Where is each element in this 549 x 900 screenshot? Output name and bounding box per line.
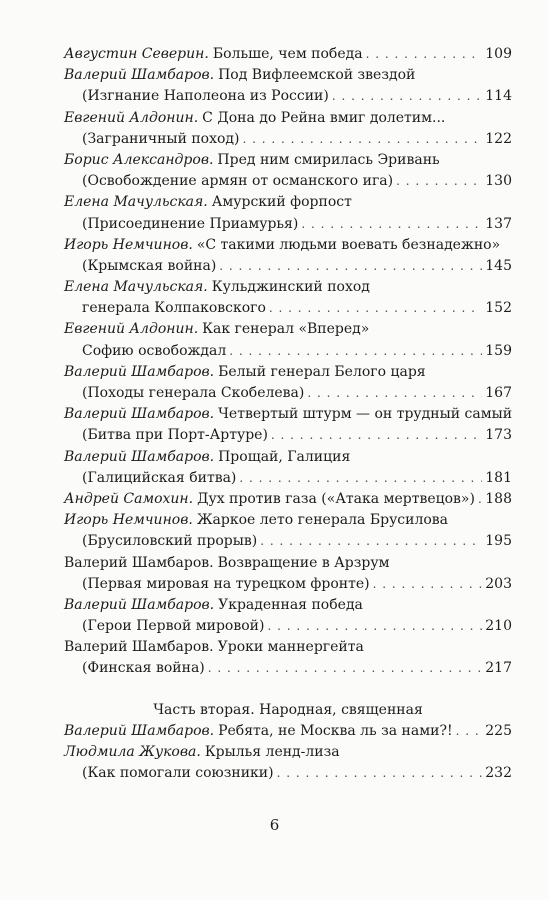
toc-entry-line (64, 637, 512, 658)
toc-entry (64, 319, 512, 361)
toc-entry-subline (64, 425, 512, 446)
toc-entry-line (64, 362, 512, 383)
toc-entry-line (64, 742, 512, 763)
toc-entry-subline (64, 341, 512, 362)
entry-author: Елена Мачульская. (64, 194, 208, 211)
entry-title: Амурский форпост (211, 194, 352, 211)
toc-entry-line (64, 447, 512, 468)
entry-page-number: 173 (485, 427, 512, 444)
entry-title: Четвертый штурм — он трудный самый (218, 406, 513, 423)
toc-entry-subline (64, 531, 512, 552)
toc-entry (64, 192, 512, 234)
entry-author: Валерий Шамбаров. (64, 67, 215, 84)
entry-title: (Брусиловский прорыв) (82, 533, 258, 550)
entry-title: Жаркое лето генерала Брусилова (196, 512, 449, 529)
entry-author: Валерий Шамбаров. (64, 406, 215, 423)
toc-entry-line (64, 65, 512, 86)
entry-author: Валерий Шамбаров. (64, 596, 215, 613)
entry-title: Прощай, Галиция (218, 448, 351, 465)
toc-entry-subline (64, 468, 512, 489)
toc-entry (64, 150, 512, 192)
entry-page-number: 109 (485, 46, 512, 62)
entry-author: Августин Северин. (64, 46, 209, 62)
entry-author: Игорь Немчинов. (64, 512, 193, 529)
entry-author: Валерий Шамбаров. (64, 639, 214, 656)
entry-page-number: 225 (485, 722, 512, 739)
entry-page-number: 137 (485, 215, 512, 232)
entry-author: Борис Александров. (64, 151, 214, 168)
entry-page-number: 145 (485, 257, 512, 274)
entry-title: Крылья ленд-лиза (204, 744, 340, 760)
dot-leader (271, 425, 482, 446)
entry-page-number: 159 (485, 342, 512, 359)
toc-entry-line (64, 510, 512, 531)
entry-title: (Походы генерала Скобелева) (82, 385, 305, 401)
entry-page-number: 181 (485, 469, 512, 486)
entry-title: генерала Колпаковского (82, 300, 266, 317)
toc-entry-subline (64, 574, 512, 595)
entry-title: (Как помогали союзники) (82, 765, 274, 782)
entry-page-number: 130 (485, 173, 512, 190)
toc-entry-line (64, 489, 512, 510)
entry-page-number: 232 (485, 765, 512, 782)
entry-page-number: 203 (485, 575, 512, 592)
entry-author: Игорь Немчинов. (64, 236, 193, 253)
entry-page-number: 167 (485, 385, 512, 401)
entry-page-number: 188 (485, 490, 512, 507)
entry-title: Возвращение в Арзрум (217, 554, 390, 571)
toc-entry-line (64, 150, 512, 171)
dot-leader (277, 763, 483, 784)
entry-title: Дух против газа («Атака мертвецов») (197, 490, 475, 507)
dot-leader (267, 616, 482, 637)
toc-entry (64, 44, 512, 65)
entry-author: Валерий Шамбаров. (64, 448, 215, 465)
dot-leader (301, 214, 482, 235)
entry-author: Евгений Алдонин. (64, 321, 199, 338)
toc-entry-subline (64, 129, 512, 150)
entry-author: Евгений Алдонин. (64, 109, 199, 126)
toc-entry (64, 742, 512, 784)
entry-title: Белый генерал Белого царя (218, 363, 426, 380)
toc-entry-subline (64, 658, 512, 679)
entry-title: Пред ним смирилась Эривань (217, 151, 440, 168)
toc-entry (64, 404, 512, 446)
dot-leader (332, 86, 482, 107)
entry-title: (Изгнание Наполеона из России) (82, 88, 329, 105)
entry-author: Людмила Жукова. (64, 744, 201, 760)
toc-entry-subline (64, 171, 512, 192)
entry-title: Кульджинский поход (211, 279, 370, 296)
entry-author: Елена Мачульская. (64, 279, 208, 296)
dot-leader (243, 129, 483, 150)
toc-entry-line (64, 235, 512, 256)
entry-page-number: 210 (485, 618, 512, 635)
entry-title: (Битва при Порт-Артуре) (82, 427, 268, 444)
entry-author: Валерий Шамбаров. (64, 722, 215, 739)
entry-title: (Галицийская битва) (82, 469, 237, 486)
entry-title: Ребята, не Москва ль за нами?! (218, 722, 453, 739)
toc-entry (64, 65, 512, 107)
page-number: 6 (269, 816, 280, 834)
entry-title: (Присоединение Приамурья) (82, 215, 299, 232)
toc-entry (64, 489, 512, 510)
dot-leader (456, 721, 483, 742)
entry-title: (Первая мировая на турецком фронте) (82, 575, 370, 592)
entry-title: Как генерал «Вперед» (202, 321, 370, 338)
toc-entry-subline (64, 383, 512, 404)
toc-entry (64, 277, 512, 319)
toc-entry (64, 637, 512, 679)
toc-entry-subline (64, 616, 512, 637)
toc-entry-line (64, 319, 512, 340)
entry-title: (Финская война) (82, 660, 205, 677)
entry-page-number: 152 (485, 300, 512, 317)
toc-entry (64, 108, 512, 150)
toc-entry-line (64, 553, 512, 574)
entry-title: «С такими людьми воевать безнадежно» (196, 236, 501, 253)
dot-leader (307, 383, 482, 404)
entry-title: Под Вифлеемской звездой (218, 67, 416, 84)
toc-entry-line (64, 192, 512, 213)
dot-leader (478, 489, 482, 510)
toc-entry-subline (64, 214, 512, 235)
dot-leader (208, 658, 483, 679)
toc-entry-line (64, 44, 512, 65)
toc-entry (64, 362, 512, 404)
entry-title: (Герои Первой мировой) (82, 618, 265, 635)
dot-leader (260, 531, 482, 552)
dot-leader (239, 468, 482, 489)
toc-entry-line (64, 595, 512, 616)
dot-leader (219, 256, 482, 277)
entry-title: Уроки маннергейта (217, 639, 364, 656)
toc-entry (64, 510, 512, 552)
toc-entry (64, 721, 512, 742)
toc-entry (64, 447, 512, 489)
entry-page-number: 195 (485, 533, 512, 550)
entry-author: Валерий Шамбаров. (64, 554, 214, 571)
dot-leader (366, 44, 483, 65)
entry-title: Украденная победа (218, 596, 363, 613)
entry-title: Софию освобождал (82, 342, 227, 359)
entry-page-number: 122 (485, 130, 512, 147)
toc-entry (64, 235, 512, 277)
part-heading: Часть вторая. Народная, священная (153, 701, 423, 718)
toc-entry-subline (64, 763, 512, 784)
entry-author: Андрей Самохин. (64, 490, 194, 507)
entry-title: (Заграничный поход) (82, 130, 240, 147)
toc-entry-subline (64, 256, 512, 277)
entry-author: Валерий Шамбаров. (64, 363, 215, 380)
toc-entry-line (64, 721, 512, 742)
dot-leader (269, 298, 482, 319)
dot-leader (396, 171, 482, 192)
toc-entry-line (64, 277, 512, 298)
toc-entry (64, 595, 512, 637)
entry-title: С Дона до Рейна вмиг долетим... (202, 109, 446, 126)
table-of-contents (64, 44, 512, 784)
toc-entry-line (64, 404, 512, 425)
entry-title: (Крымская война) (82, 257, 217, 274)
toc-entry-subline (64, 298, 512, 319)
toc-entry-line (64, 108, 512, 129)
dot-leader (373, 574, 483, 595)
entry-title: Больше, чем победа (212, 46, 363, 62)
dot-leader (229, 341, 482, 362)
entry-page-number: 217 (485, 660, 512, 677)
toc-entry-subline (64, 86, 512, 107)
entry-title: (Освобождение армян от османского ига) (82, 173, 394, 190)
entry-page-number: 114 (485, 88, 512, 105)
toc-entry (64, 553, 512, 595)
